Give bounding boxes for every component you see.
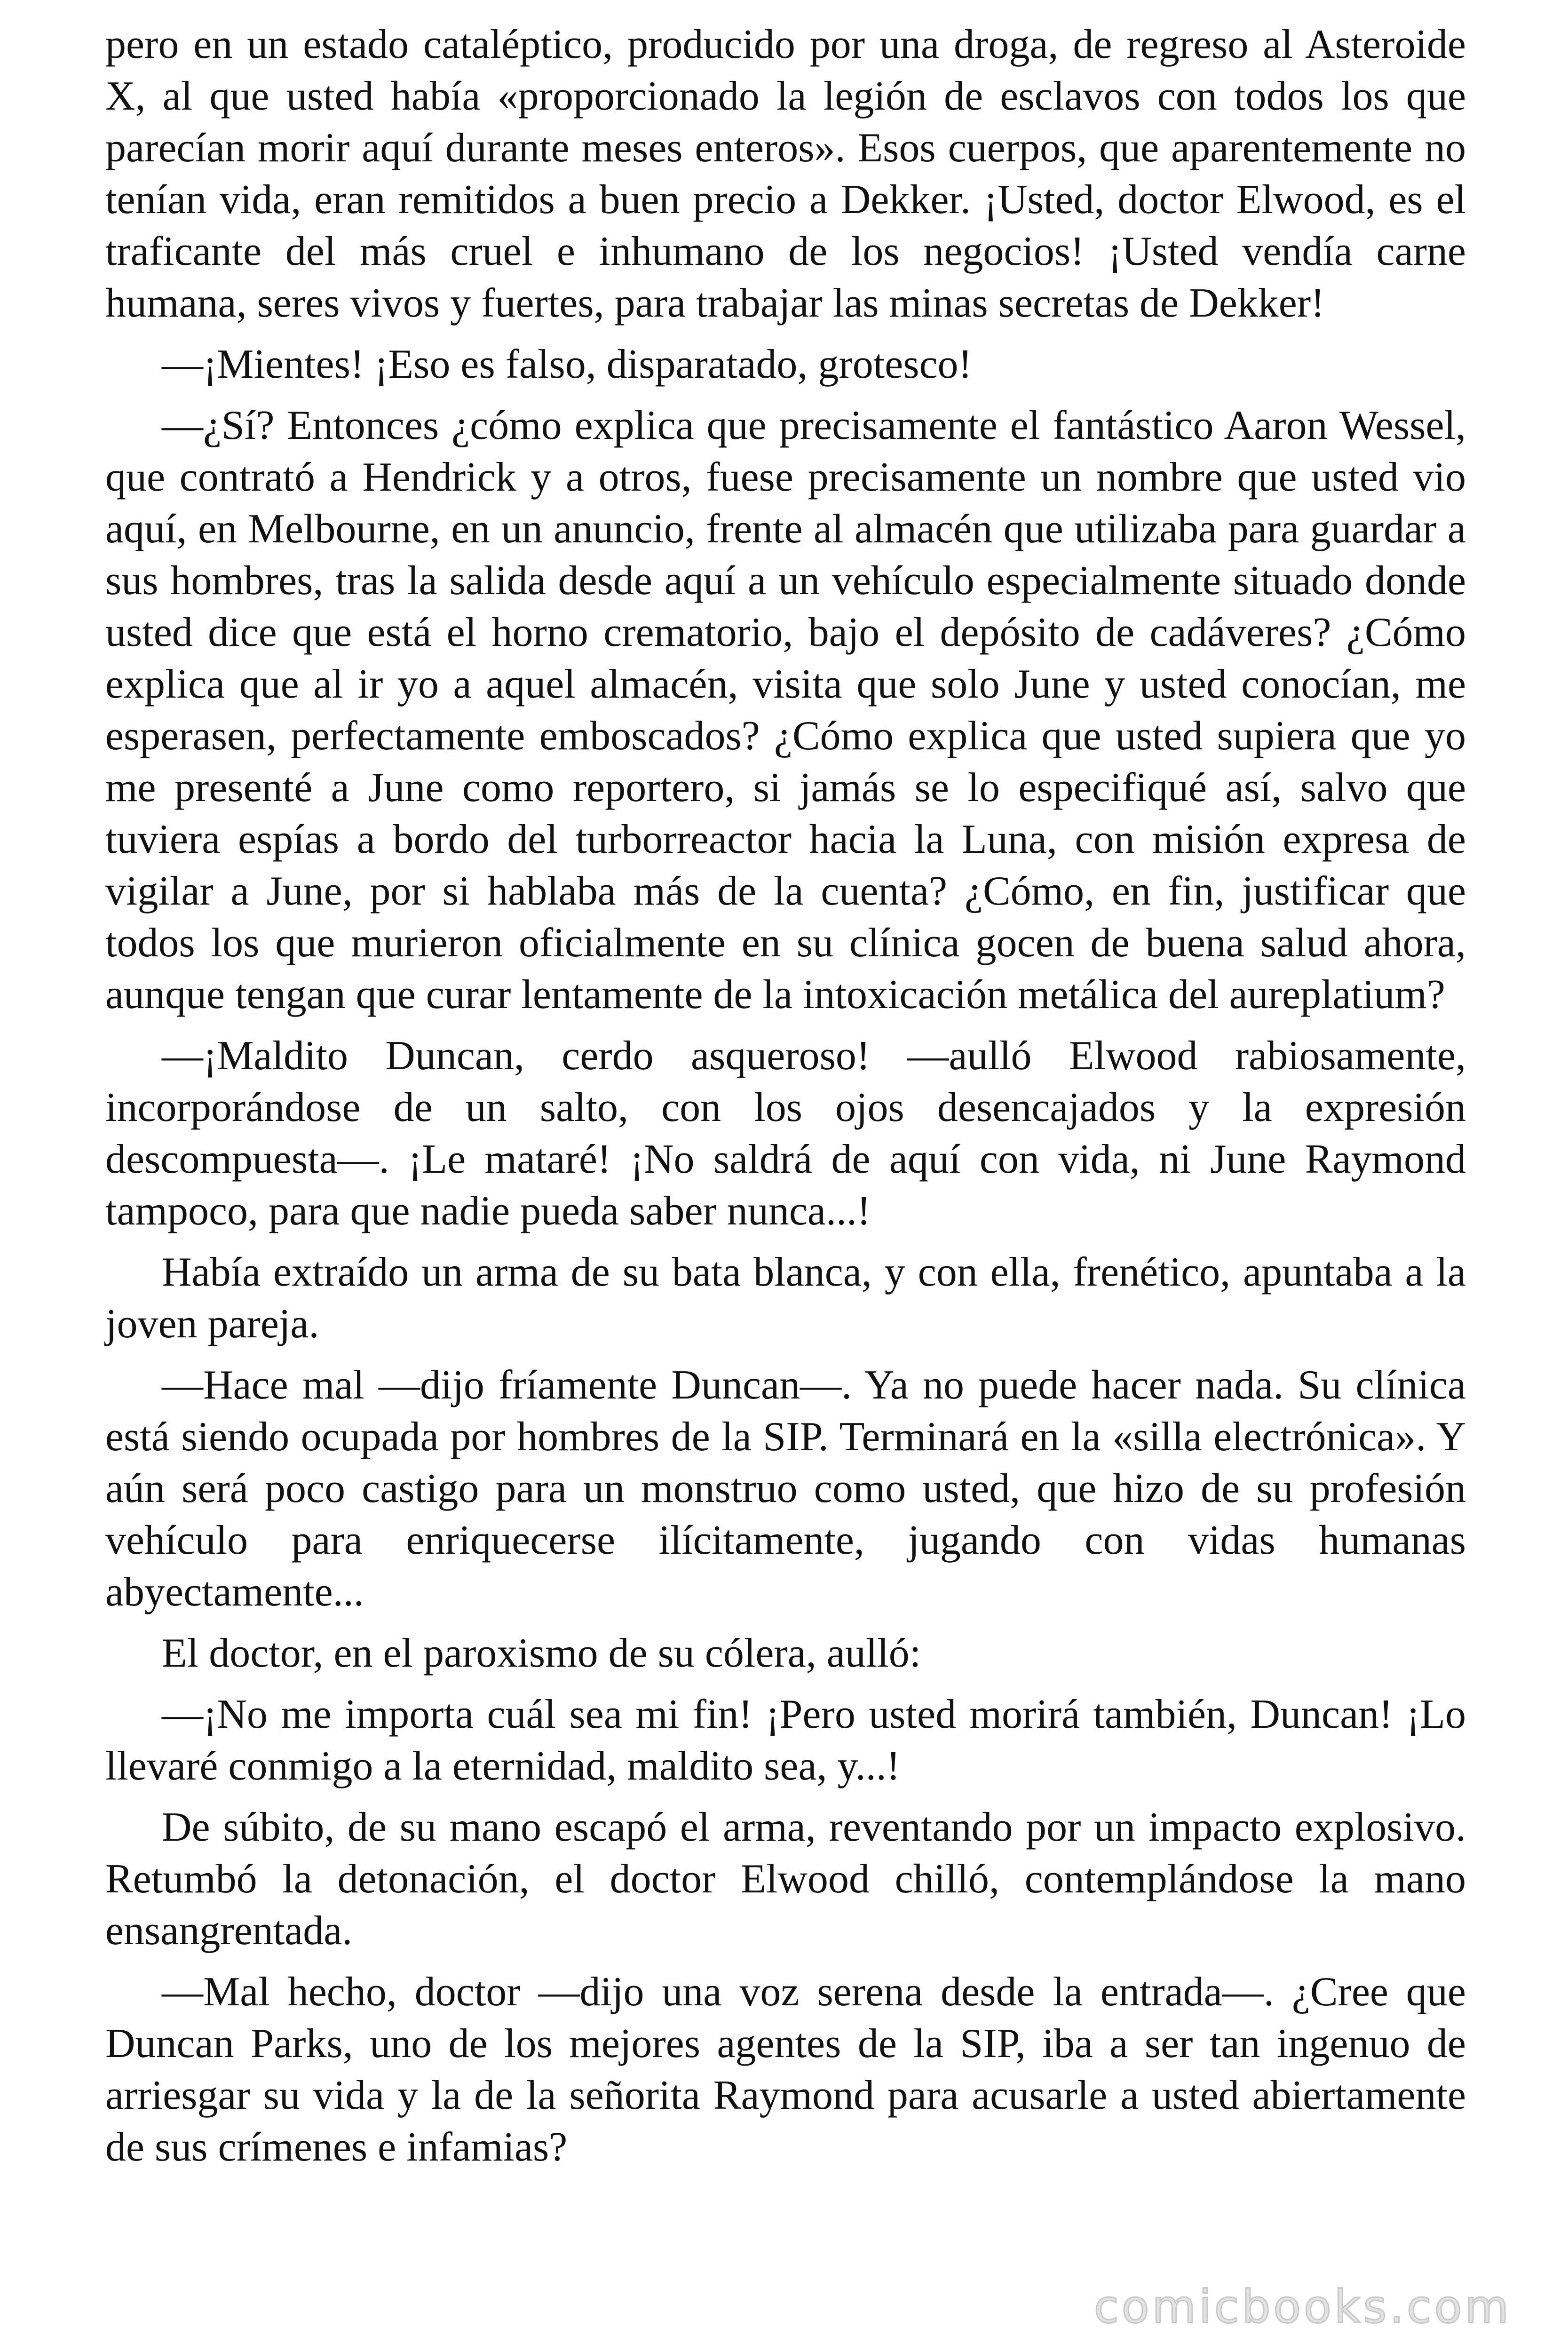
page-body bbox=[105, 19, 1466, 2183]
paragraph-8: —¡No me importa cuál sea mi fin! ¡Pero usted morirá también, Duncan! ¡Lo llevaré conmigo a la eternidad, maldito sea, y...! bbox=[105, 1692, 1466, 1789]
paragraph-6: —Hace mal —dijo fríamente Duncan—. Ya no puede hacer nada. Su clínica está siendo ocupada por hombres de la SIP. Terminará en la «silla electrónica». Y aún será poco castigo para un monstruo como usted, que hizo de su profesión vehículo para enriquecerse ilícitamente, jugando con vidas humanas abyectamente... bbox=[105, 1362, 1466, 1615]
paragraph-4: —¡Maldito Duncan, cerdo asqueroso! —aulló Elwood rabiosamente, incorporándose de un salto, con los ojos desencajados y la expresión descompuesta—. ¡Le mataré! ¡No saldrá de aquí con vida, ni June Raymond tampoco, para que nadie pueda saber nunca...! bbox=[105, 1033, 1466, 1234]
paragraph-7: El doctor, en el paroxismo de su cólera, aulló: bbox=[162, 1630, 921, 1676]
paragraph-3: —¿Sí? Entonces ¿cómo explica que precisamente el fantástico Aaron Wessel, que contrató a Hendrick y a otros, fuese precisamente un nombre que usted vio aquí, en Melbourne, en un anuncio, frente al almacén que utilizaba para guardar a sus hombres, tras la salida desde aquí a un vehículo especialmente situado donde usted dice que está el horno crematorio, bajo el depósito de cadáveres? ¿Cómo explica que al ir yo a aquel almacén, visita que solo June y usted conocían, me esperasen, perfectamente emboscados? ¿Cómo explica que usted supiera que yo me presenté a June como reportero, si jamás se lo especifiqué así, salvo que tuviera espías a bordo del turborreactor hacia la Luna, con misión expresa de vigilar a June, por si hablaba más de la cuenta? ¿Cómo, en fin, justificar que todos los que murieron oficialmente en su clínica gocen de buena salud ahora, aunque tengan que curar lentamente de la intoxicación metálica del aureplatium? bbox=[105, 403, 1466, 1017]
paragraph-1: pero en un estado cataléptico, producido por una droga, de regreso al Asteroide X, al que usted había «proporcionado la legión de esclavos con todos los que parecían morir aquí durante meses enteros». Esos cuerpos, que aparentemente no tenían vida, eran remitidos a buen precio a Dekker. ¡Usted, doctor Elwood, es el traficante del más cruel e inhumano de los negocios! ¡Usted vendía carne humana, seres vivos y fuertes, para trabajar las minas secretas de Dekker! bbox=[105, 22, 1466, 326]
paragraph-5: Había extraído un arma de su bata blanca, y con ella, frenético, apuntaba a la joven pareja. bbox=[105, 1249, 1466, 1347]
paragraph-9: De súbito, de su mano escapó el arma, reventando por un impacto explosivo. Retumbó la detonación, el doctor Elwood chilló, contemplándose la mano ensangrentada. bbox=[105, 1804, 1466, 1954]
paragraph-2: —¡Mientes! ¡Eso es falso, disparatado, grotesco! bbox=[162, 342, 972, 387]
paragraph-10: —Mal hecho, doctor —dijo una voz serena desde la entrada—. ¿Cree que Duncan Parks, uno de los mejores agentes de la SIP, iba a ser tan ingenuo de arriesgar su vida y la de la señorita Raymond para acusarle a usted abiertamente de sus crímenes e infamias? bbox=[105, 1969, 1466, 2170]
watermark: comicbooks.com bbox=[1093, 2280, 1512, 2333]
